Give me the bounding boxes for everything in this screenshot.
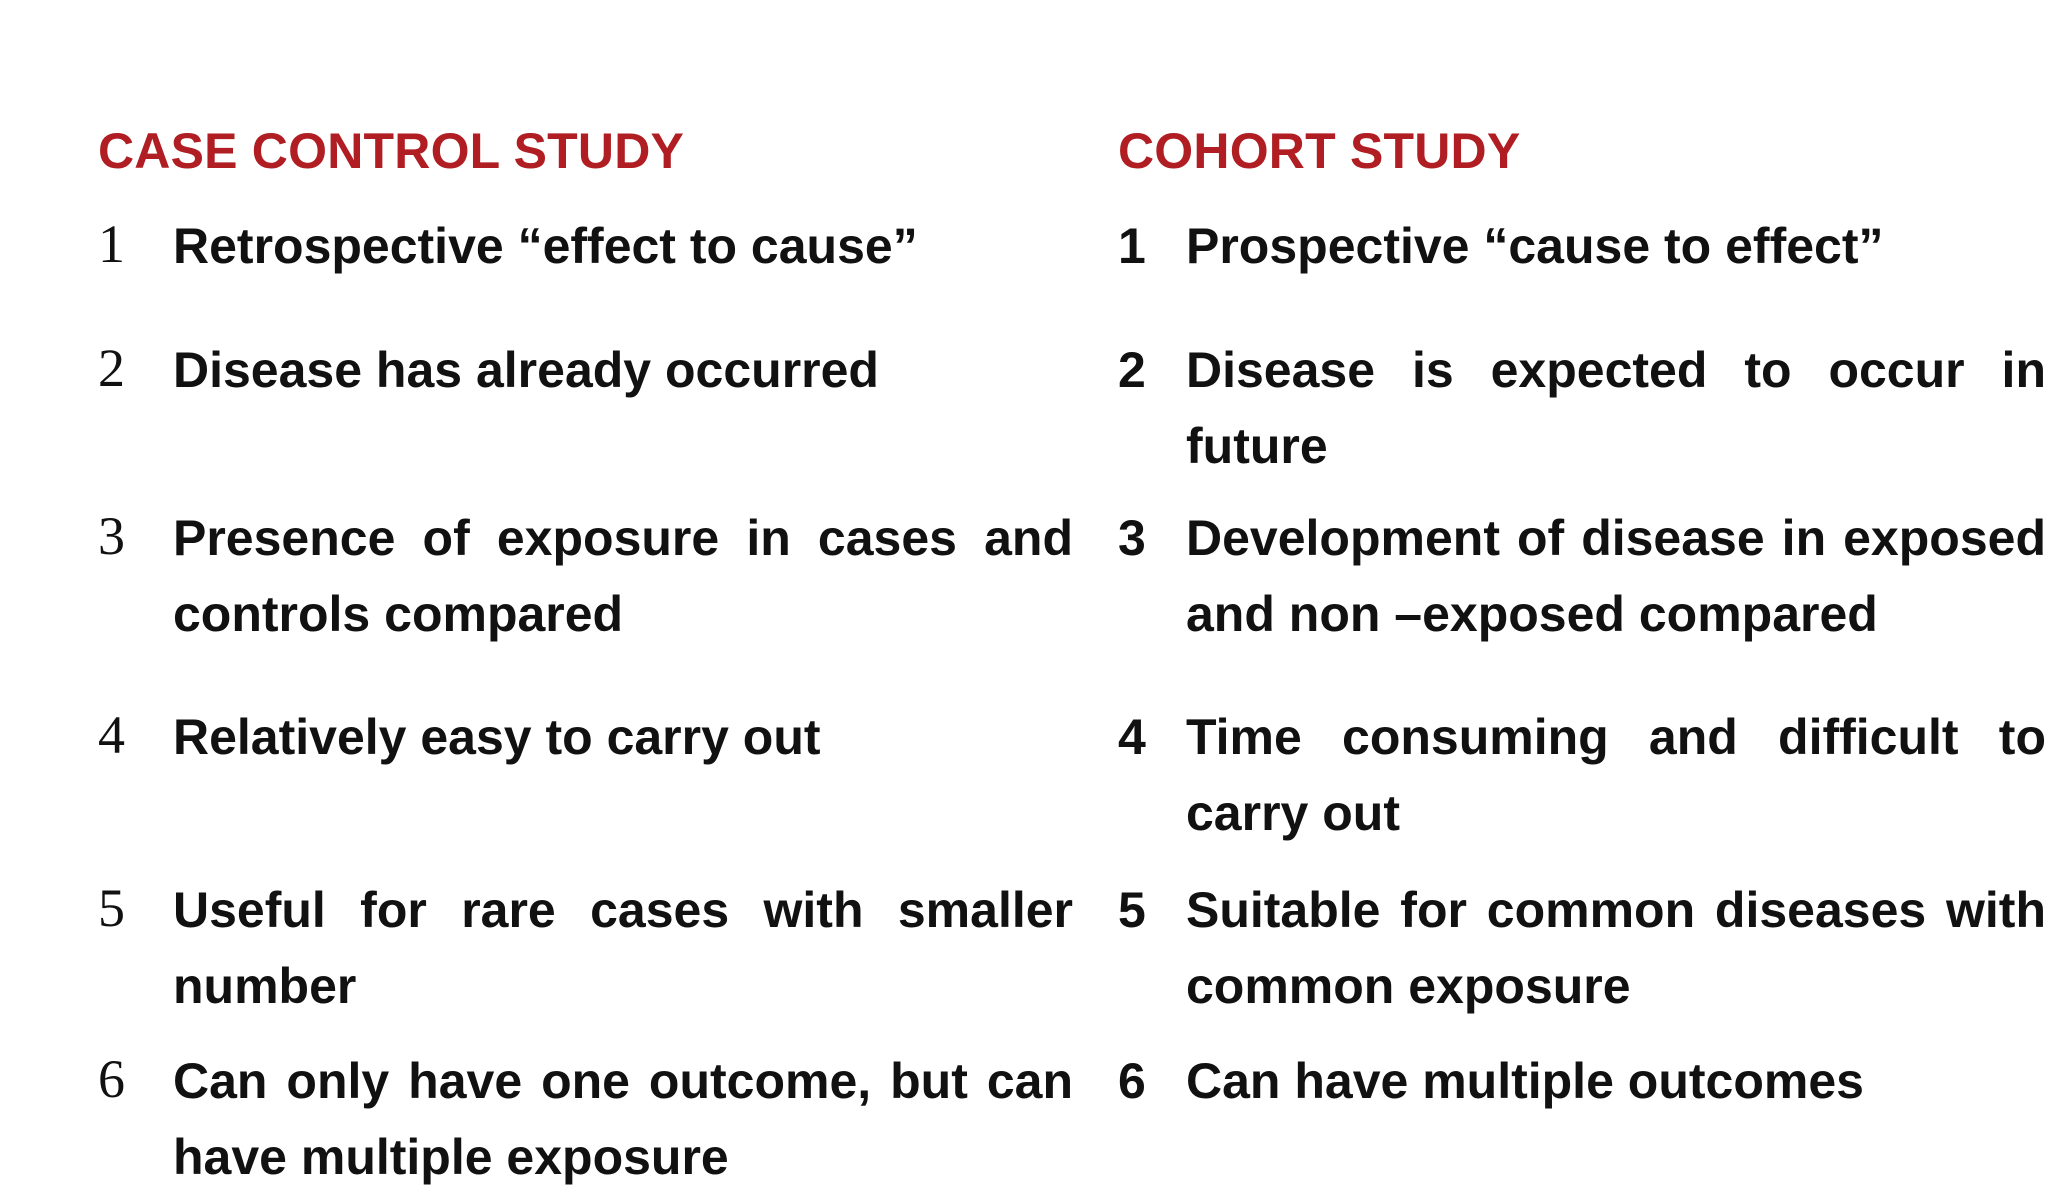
left-item-text: Disease has already occurred	[173, 342, 879, 398]
left-item-number: 1	[98, 214, 125, 274]
right-item-text: Development of disease in exposed and non –exposed compared	[1186, 510, 2046, 642]
case-control-heading: CASE CONTROL STUDY	[98, 123, 685, 179]
right-item-number: 2	[1118, 342, 1146, 398]
cohort-heading: COHORT STUDY	[1118, 123, 1521, 179]
left-item-text: Useful for rare cases with smaller number	[173, 882, 1073, 1014]
right-item-number: 4	[1118, 709, 1146, 765]
left-item-text: Presence of exposure in cases and controls compared	[173, 510, 1073, 642]
right-item-text: Can have multiple outcomes	[1186, 1053, 1864, 1109]
left-item-number: 2	[98, 338, 125, 398]
left-item-number: 4	[98, 705, 125, 765]
left-item-number: 3	[98, 506, 125, 566]
right-item-text: Time consuming and difficult to carry out	[1186, 709, 2046, 841]
right-item-text: Disease is expected to occur in future	[1186, 342, 2046, 474]
left-item-text: Relatively easy to carry out	[173, 709, 821, 765]
right-item-text: Suitable for common diseases with common exposure	[1186, 882, 2046, 1014]
left-item-text: Can only have one outcome, but can have multiple exposure	[173, 1053, 1073, 1185]
right-item-text: Prospective “cause to effect”	[1186, 218, 1884, 274]
right-item-number: 5	[1118, 882, 1146, 938]
right-item-number: 6	[1118, 1053, 1146, 1109]
left-item-number: 6	[98, 1049, 125, 1109]
right-item-number: 1	[1118, 218, 1146, 274]
left-item-number: 5	[98, 878, 125, 938]
right-item-number: 3	[1118, 510, 1146, 566]
left-item-text: Retrospective “effect to cause”	[173, 218, 918, 274]
